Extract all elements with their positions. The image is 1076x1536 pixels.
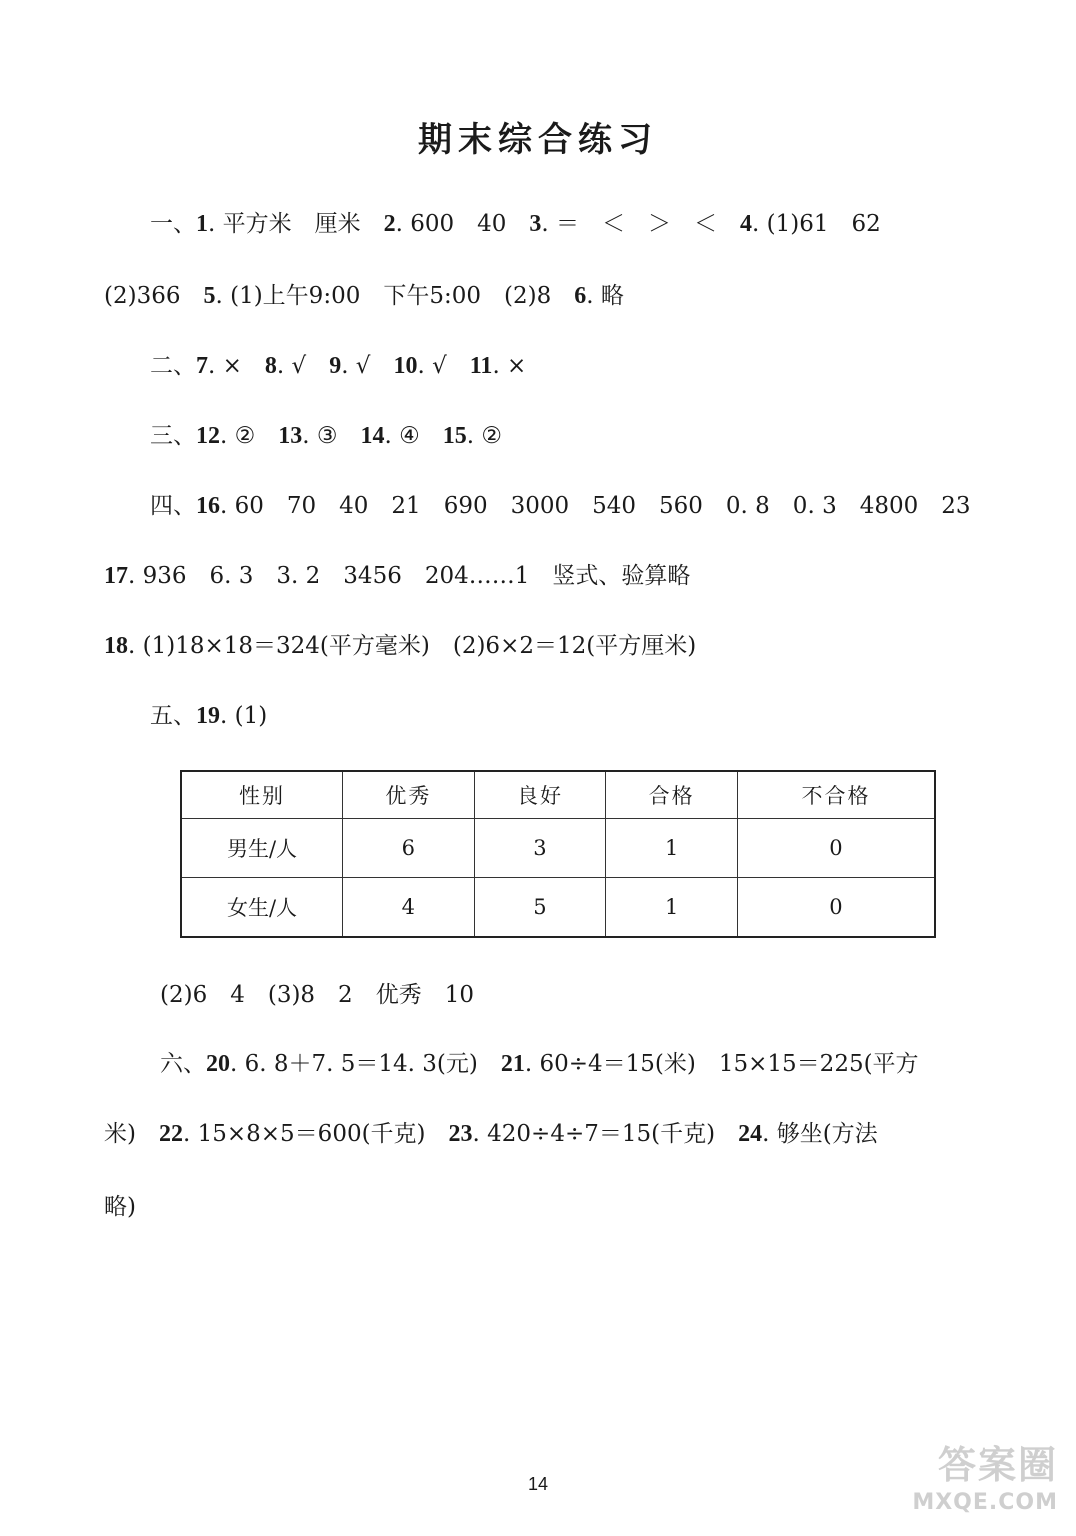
question-number: 11	[469, 353, 493, 379]
answer-text: 三、	[150, 423, 196, 449]
question-number: 3	[529, 211, 542, 237]
answer-text: . 够坐(方法	[762, 1121, 878, 1147]
question-number: 22	[158, 1121, 183, 1147]
answer-line-6	[104, 564, 690, 588]
answer-text: . ＝ ＜ ＞ ＜	[541, 211, 741, 237]
answer-text: . (1)	[220, 703, 268, 729]
answer-line-10	[160, 1052, 919, 1076]
question-number: 19	[196, 703, 220, 729]
table-cell: 0	[737, 819, 935, 878]
answer-text: 二、	[150, 353, 196, 379]
table-cell: 5	[474, 878, 606, 938]
answer-text: . 60 70 40 21 690 3000 540 560 0. 8 0. 3 4800 23	[220, 493, 971, 519]
question-number: 1	[196, 211, 208, 237]
answer-text: . (1)18×18＝324(平方毫米) (2)6×2＝12(平方厘米)	[128, 633, 697, 659]
table-header-row	[181, 771, 935, 819]
answer-line-5	[150, 494, 971, 518]
answer-text: . 60÷4＝15(米) 15×15＝225(平方	[524, 1051, 919, 1077]
question-number: 12	[196, 423, 220, 449]
question-number: 8	[264, 353, 277, 379]
question-number: 9	[329, 353, 342, 379]
watermark	[908, 1440, 1058, 1530]
table-row	[181, 878, 935, 938]
table-header-cell: 合格	[606, 771, 738, 819]
page-number: 14	[527, 1474, 549, 1494]
answer-text: . ②	[466, 423, 502, 449]
watermark-logo: 答案圈	[937, 1443, 1058, 1487]
question-number: 15	[442, 423, 467, 449]
question-number: 13	[278, 423, 303, 449]
answer-text: 略)	[104, 1194, 136, 1220]
table-cell: 6	[343, 819, 475, 878]
table-header-cell: 不合格	[737, 771, 935, 819]
answer-text: . ×	[208, 353, 265, 379]
answer-line-4	[150, 424, 502, 448]
question-number: 24	[738, 1121, 763, 1147]
answer-text: . ④	[384, 423, 443, 449]
table-row	[181, 819, 935, 878]
question-number: 23	[448, 1121, 473, 1147]
question-number: 21	[500, 1051, 525, 1077]
question-number: 17	[104, 563, 128, 589]
answer-line-12	[104, 1196, 136, 1219]
answer-text: . 平方米 厘米	[208, 211, 384, 237]
answer-text: . (1)61 62	[752, 211, 881, 237]
question-number: 18	[104, 633, 128, 659]
table-cell: 男生/人	[181, 819, 343, 878]
table-cell: 4	[343, 878, 475, 938]
answer-line-9	[160, 984, 474, 1007]
watermark-site: MXQE.COM	[912, 1490, 1058, 1515]
answer-line-11	[104, 1122, 878, 1146]
table-cell: 1	[606, 819, 738, 878]
answer-text: 四、	[150, 493, 196, 519]
table-header-cell: 性别	[181, 771, 343, 819]
question-number: 2	[383, 211, 396, 237]
answer-text: . 6. 8＋7. 5＝14. 3(元)	[230, 1051, 501, 1077]
answer-line-3	[150, 354, 526, 378]
table-cell: 0	[737, 878, 935, 938]
question-number: 6	[574, 283, 587, 309]
answer-text: . 略	[586, 283, 624, 309]
question-number: 5	[203, 283, 216, 309]
results-table	[180, 770, 936, 938]
answer-text: . 600 40	[395, 211, 530, 237]
answer-text: . √	[276, 353, 330, 379]
answer-line-8	[150, 704, 267, 728]
question-number: 4	[740, 211, 753, 237]
answer-text: 六、	[160, 1051, 206, 1077]
question-number: 20	[206, 1051, 230, 1077]
answer-line-1	[150, 212, 881, 236]
table-header-cell: 良好	[474, 771, 606, 819]
answer-text: . ③	[302, 423, 361, 449]
answer-text: . √	[341, 353, 394, 379]
answer-text: 一、	[150, 211, 196, 237]
answer-text: . √	[417, 353, 470, 379]
question-number: 10	[393, 353, 418, 379]
answer-text: . 420÷4÷7＝15(千克)	[472, 1121, 739, 1147]
answer-text: . ×	[492, 353, 527, 379]
answer-line-7	[104, 634, 696, 658]
table-cell: 3	[474, 819, 606, 878]
table-cell: 1	[606, 878, 738, 938]
answer-text: . 15×8×5＝600(千克)	[182, 1121, 449, 1147]
answer-text: 五、	[150, 703, 196, 729]
answer-line-2	[104, 284, 624, 308]
table-cell: 女生/人	[181, 878, 343, 938]
answer-text: . 936 6. 3 3. 2 3456 204……1 竖式、验算略	[128, 563, 691, 589]
answer-text: . (1)上午9:00 下午5:00 (2)8	[215, 283, 575, 309]
page-title: 期末综合练习	[418, 120, 658, 160]
answer-text: (2)6 4 (3)8 2 优秀 10	[160, 982, 474, 1008]
question-number: 7	[196, 353, 208, 379]
table-header-cell: 优秀	[343, 771, 475, 819]
answer-text: . ②	[220, 423, 279, 449]
answer-text: (2)366	[104, 283, 204, 309]
question-number: 16	[196, 493, 220, 519]
question-number: 14	[360, 423, 385, 449]
answer-text: 米)	[104, 1121, 159, 1147]
